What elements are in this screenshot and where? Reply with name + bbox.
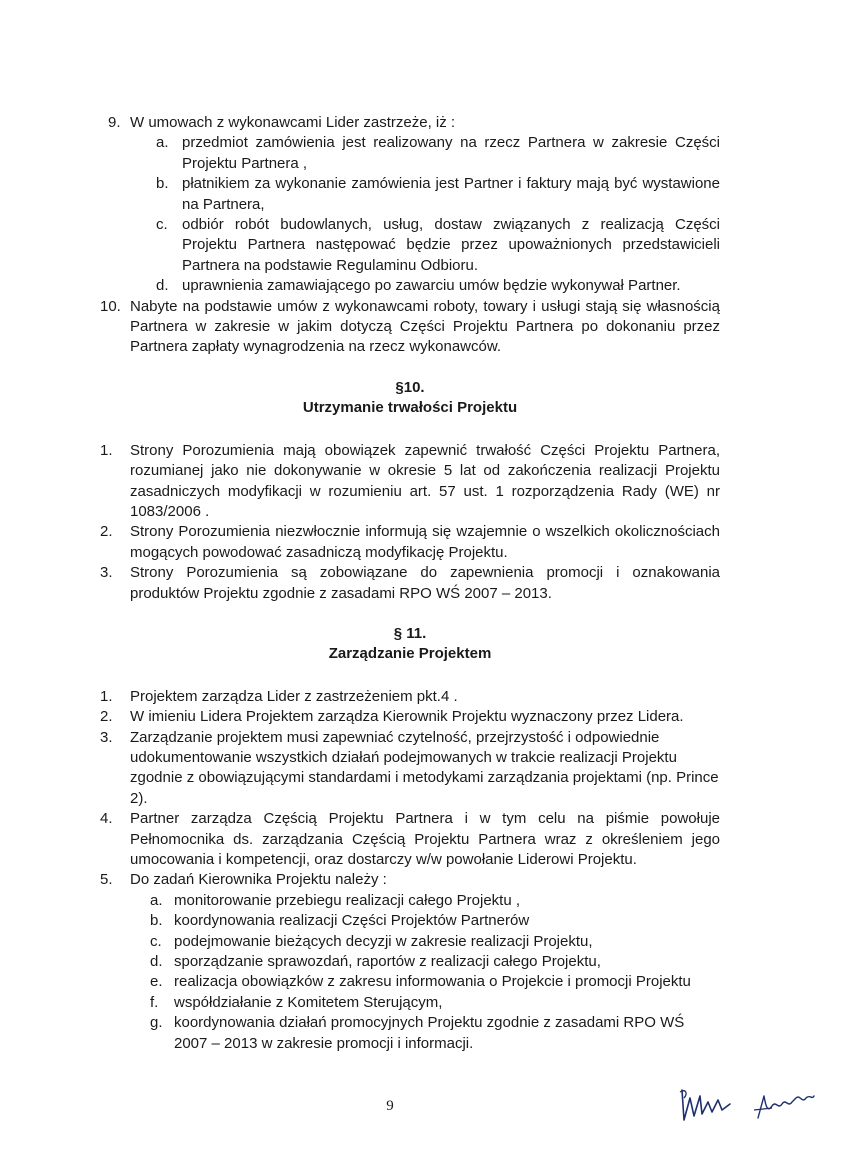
list-item [100, 993, 720, 1013]
item-text: Do zadań Kierownika Projektu należy : [130, 871, 387, 889]
item-text: Nabyte na podstawie umów z wykonawcami roboty, towary i usługi stają się własnością Partnera w zakresie w jakim dotyczą Części Projektu Partnera po dokonaniu przez Partnera zapłaty wynagrodzenia na rzecz wykonawców. [130, 297, 720, 356]
item-text: Projektem zarządza Lider z zastrzeżeniem pkt.4 . [130, 687, 458, 705]
item-letter: d. [156, 277, 169, 295]
item-number: 2. [100, 523, 113, 541]
list-item [100, 297, 720, 358]
item-number: 5. [100, 871, 113, 889]
item-text: sporządzanie sprawozdań, raportów z realizacji całego Projektu, [174, 953, 601, 971]
item-letter: g. [150, 1014, 163, 1032]
item-text: koordynowania działań promocyjnych Projektu zgodnie z zasadami RPO WŚ 2007 – 2013 w zakresie promocji i informacji. [174, 1014, 685, 1052]
item-text: Partner zarządza Częścią Projektu Partnera i w tym celu na piśmie powołuje Pełnomocnika ds. zarządzania Częścią Projektu Partnera wraz z określeniem jego umocowania i kompetencji, oraz dostarczy w/w powołanie Liderowi Projektu. [130, 810, 720, 868]
item-letter: d. [150, 953, 163, 971]
item-number: 1. [100, 687, 113, 705]
item-number: 1. [100, 441, 113, 459]
item-text: Strony Porozumienia są zobowiązane do zapewnienia promocji i oznakowania produktów Projektu zgodnie z zasadami RPO WŚ 2007 – 2013. [130, 564, 720, 602]
item-text: współdziałanie z Komitetem Sterującym, [174, 993, 443, 1011]
item-number: 2. [100, 708, 113, 726]
list-item [100, 687, 720, 707]
item-text: Zarządzanie projektem musi zapewniać czytelność, przejrzystość i odpowiednie udokumentowanie wszystkich działań podejmowanych w trakcie realizacji Projektu zgodnie z obowiązującymi standardami i metodykami zarządzania projektami (np. Prince 2). [130, 728, 719, 807]
item-number: 4. [100, 810, 113, 828]
section-number: § 11. [393, 624, 427, 642]
item-text: podejmowanie bieżących decyzji w zakresie realizacji Projektu, [174, 932, 593, 950]
item-text: koordynowania realizacji Części Projektów Partnerów [174, 912, 530, 930]
signature-left [676, 1080, 736, 1126]
item-letter: c. [156, 216, 168, 234]
list-item [100, 113, 720, 133]
item-text: przedmiot zamówienia jest realizowany na rzecz Partnera w zakresie Części Projektu Partnera , [182, 134, 720, 172]
item-letter: a. [156, 134, 169, 152]
item-text: W imieniu Lidera Projektem zarządza Kierownik Projektu wyznaczony przez Lidera. [130, 708, 684, 726]
item-text: Strony Porozumienia mają obowiązek zapewnić trwałość Części Projektu Partnera, rozumianej jako nie dokonywanie w okresie 5 lat od zakończenia realizacji Projektu zasadniczych modyfikacji w rozumieniu art. 57 ust. 1 rozporządzenia Rady (WE) nr 1083/2006 . [130, 441, 720, 520]
item-text: uprawnienia zamawiającego po zawarciu umów będzie wykonywał Partner. [182, 277, 681, 295]
item-text: odbiór robót budowlanych, usług, dostaw związanych z realizacją Części Projektu Partnera następować będzie przez upoważnionych przedstawicieli Partnera na podstawie Regulaminu Odbioru. [182, 216, 720, 274]
list-item [100, 891, 720, 911]
item-letter: b. [150, 912, 163, 930]
list-item [100, 276, 720, 296]
list-item [100, 215, 720, 276]
list-item [100, 707, 720, 727]
item-letter: c. [150, 932, 162, 950]
list-item [100, 133, 720, 174]
document-body [100, 113, 720, 1054]
item-letter: f. [150, 993, 159, 1011]
item-number: 3. [100, 728, 113, 746]
list-item [100, 932, 720, 952]
item-number: 10. [100, 297, 121, 315]
list-item [100, 441, 720, 523]
signature-right [752, 1088, 818, 1122]
list-item [100, 522, 720, 563]
section-title: Zarządzanie Projektem [328, 645, 492, 663]
list-item [100, 728, 720, 810]
item-text: monitorowanie przebiegu realizacji całego Projektu , [174, 891, 521, 909]
list-item [100, 972, 720, 992]
item-letter: e. [150, 973, 163, 991]
item-text: płatnikiem za wykonanie zamówienia jest Partner i faktury mają być wystawione na Partnera, [182, 175, 720, 213]
item-number: 9. [108, 114, 121, 131]
list-item [100, 1013, 720, 1054]
list-item [100, 563, 720, 604]
section-number: §10. [395, 378, 425, 396]
item-text: realizacja obowiązków z zakresu informowania o Projekcie i promocji Projektu [174, 973, 691, 991]
page-number: 9 [386, 1098, 394, 1114]
list-item [100, 809, 720, 870]
item-letter: a. [150, 891, 163, 909]
list-item [100, 952, 720, 972]
item-text: W umowach z wykonawcami Lider zastrzeże, iż : [130, 114, 456, 131]
item-letter: b. [156, 175, 169, 193]
section-title: Utrzymanie trwałości Projektu [302, 399, 518, 417]
list-item [100, 870, 720, 890]
item-text: Strony Porozumienia niezwłocznie informują się wzajemnie o wszelkich okolicznościach mogących powodować zasadniczą modyfikację Projektu. [130, 523, 720, 561]
list-item [100, 911, 720, 931]
list-item [100, 174, 720, 215]
item-number: 3. [100, 564, 113, 582]
